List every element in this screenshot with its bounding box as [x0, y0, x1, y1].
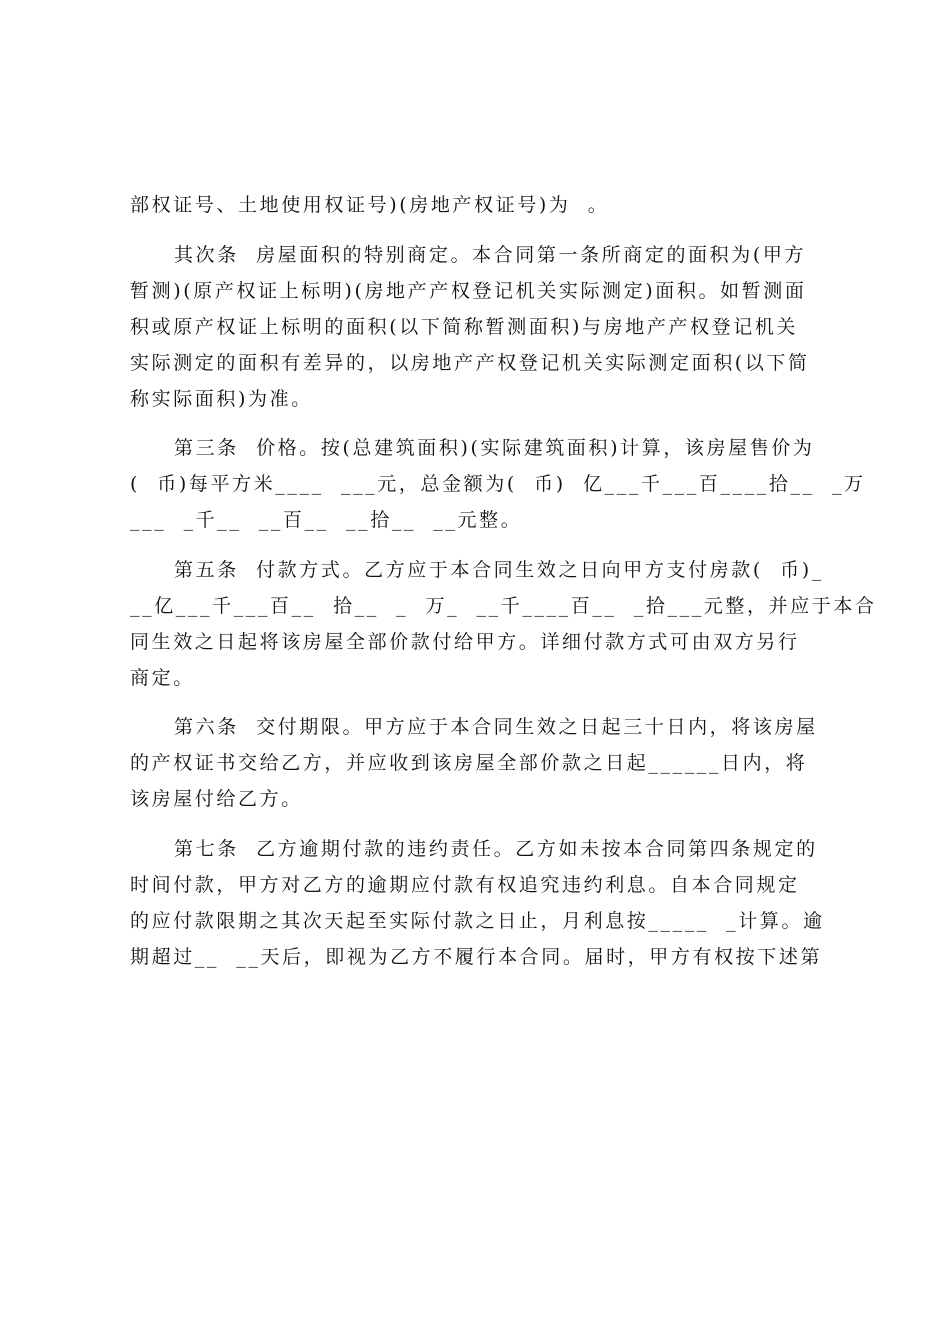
- text-line: __亿___千___百__ 拾__ _ 万_ __千____百__ _拾___元整，并应于本合: [130, 594, 877, 617]
- text-line: 其次条 房屋面积的特别商定。本合同第一条所商定的面积为(甲方: [174, 243, 807, 266]
- text-line: 称实际面积)为准。: [130, 387, 313, 410]
- text-line: 同生效之日起将该房屋全部价款付给甲方。详细付款方式可由双方另行: [130, 630, 800, 653]
- text-line: 第七条 乙方逾期付款的违约责任。乙方如未按本合同第四条规定的: [174, 837, 818, 860]
- text-line: ( 币)每平方米____ ___元，总金额为( 币) 亿___千___百____拾__ _万: [130, 473, 866, 495]
- text-line: 商定。: [130, 666, 195, 689]
- text-line: 积或原产权证上标明的面积(以下简称暂测面积)与房地产产权登记机关: [130, 315, 799, 338]
- text-line: 时间付款，甲方对乙方的逾期应付款有权追究违约利息。自本合同规定: [130, 873, 800, 896]
- text-line: 第三条 价格。按(总建筑面积)(实际建筑面积)计算，该房屋售价为: [174, 437, 815, 459]
- text-line: ___ _千__ __百__ __拾__ __元整。: [130, 509, 523, 531]
- text-line: 期超过__ __天后，即视为乙方不履行本合同。届时，甲方有权按下述第: [130, 945, 823, 968]
- text-line: 暂测)(原产权证上标明)(房地产产权登记机关实际测定)面积。如暂测面: [130, 279, 807, 302]
- text-line: 该房屋付给乙方。: [130, 788, 303, 810]
- text-line: 第五条 付款方式。乙方应于本合同生效之日向甲方支付房款( 币)_: [174, 558, 824, 581]
- text-line: 的应付款限期之其次天起至实际付款之日止，月利息按_____ _计算。逾: [130, 909, 825, 932]
- text-line: 部权证号、土地使用权证号)(房地产权证号)为 。: [130, 194, 610, 216]
- text-line: 第六条 交付期限。甲方应于本合同生效之日起三十日内，将该房屋: [174, 716, 818, 738]
- text-line: 实际测定的面积有差异的，以房地产产权登记机关实际测定面积(以下简: [130, 351, 810, 374]
- contract-body: [130, 187, 877, 975]
- text-line: 的产权证书交给乙方，并应收到该房屋全部价款之日起______日内，将: [130, 752, 808, 774]
